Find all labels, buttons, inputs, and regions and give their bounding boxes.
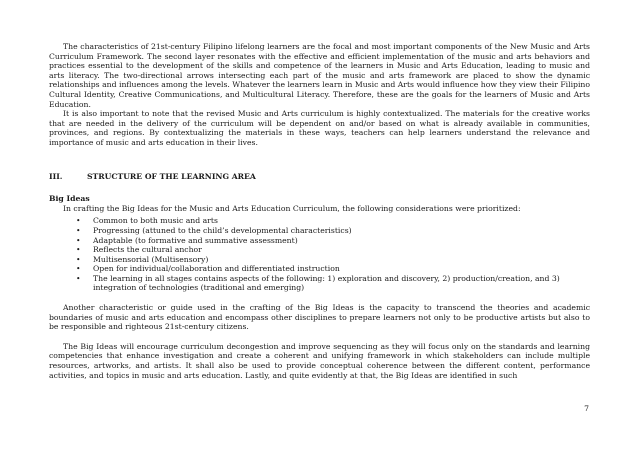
section-heading (49, 172, 590, 182)
bullet-icon: • (76, 273, 81, 283)
list-item: • Progressing (attuned to the child’s developmental characteristics) (76, 225, 352, 235)
big-ideas-intro: In crafting the Big Ideas for the Music and Arts Education Curriculum, the following considerations were prioritized: (63, 203, 521, 213)
considerations-list (49, 216, 590, 293)
list-item: • Reflects the cultural anchor (76, 245, 202, 255)
bullet-icon: • (76, 216, 81, 226)
paragraph-contextualized-curriculum: It is also important to note that the revised Music and Arts curriculum is highly contextualized. The materials for the creative works that are needed in the delivery of the curriculum will be dependent on and/or based on what is already available in communities, provinces, and regions. By contextualizing the materials in these ways, teachers can help learners understand the relevance and importance of music and arts education in their lives. (49, 109, 590, 147)
list-item: • Multisensorial (Multisensory) (76, 254, 209, 264)
list-item: • Adaptable (to formative and summative assessment) (76, 235, 298, 245)
paragraph-curriculum-decongestion: The Big Ideas will encourage curriculum decongestion and improve sequencing as they will focus only on the standards and learning competencies that enhance investigation and create a coherent and unifying framework in which stakeholders can include multiple resources, artworks, and artists. It shall also be used to provide conceptual coherence between the different content, performance activities, and topics in music and arts education. Lastly, and quite evidently at that, the Big Ideas are identified in such (49, 341, 590, 380)
list-item: • Common to both music and arts (76, 216, 218, 226)
list-item: • The learning in all stages contains aspects of the following: 1) exploration and discovery, 2) production/creation, and 3) integration of technologies (traditional and emerging) (76, 273, 560, 293)
section-number: III. (49, 171, 63, 181)
bullet-icon: • (76, 245, 81, 255)
bullet-icon: • (76, 235, 81, 245)
big-ideas-heading: Big Ideas (49, 194, 90, 204)
bullet-icon: • (76, 264, 81, 274)
bullet-icon: • (76, 254, 81, 264)
bullet-icon: • (76, 225, 81, 235)
paragraph-framework-characteristics: The characteristics of 21st-century Filipino lifelong learners are the focal and most important components of the New Music and Arts Curriculum Framework. The second layer resonates with the effective and efficient implementation of the music and arts behaviors and practices essential to the development of the skills and competence of the learners in Music and Arts Education, leading to music and arts literacy. The two-directional arrows intersecting each part of the music and arts framework are placed to show the dynamic relationships and influences among the levels. Whatever the learners learn in Music and Arts would influence how they view their Filipino Cultural Identity, Creative Communications, and Multicultural Literacy. Therefore, these are the goals for the learners of Music and Arts Education. (49, 42, 590, 109)
paragraph-transcend-boundaries: Another characteristic or guide used in the crafting of the Big Ideas is the capacity to transcend the theories and academic boundaries of music and arts education and encompass other disciplines to prepare learners not only to be productive artists but also to be responsible and righteous 21st-century citizens. (49, 303, 590, 332)
list-item: • Open for individual/collaboration and differentiated instruction (76, 264, 340, 274)
section-title: STRUCTURE OF THE LEARNING AREA (87, 171, 256, 181)
page-number: 7 (584, 404, 589, 413)
